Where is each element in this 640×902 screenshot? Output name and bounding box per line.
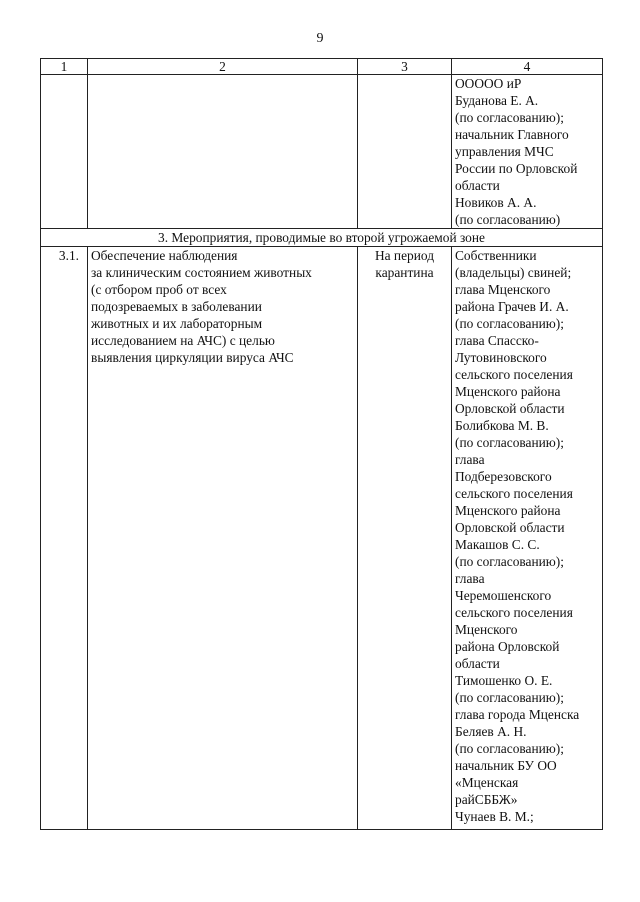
text-line: Черемошенского [455, 588, 552, 603]
text-line: Мценского [455, 622, 518, 637]
text-line: подозреваемых в заболевании [91, 299, 262, 314]
text-line: Подберезовского [455, 469, 552, 484]
text-line: Тимошенко О. Е. [455, 673, 553, 688]
text-line: Макашов С. С. [455, 537, 540, 552]
text-line: Собственники [455, 248, 537, 263]
text-line: райСББЖ» [455, 792, 518, 807]
text-line: (по согласованию) [455, 212, 561, 227]
continued-col-2 [88, 75, 358, 229]
text-line: (с отбором проб от всех [91, 282, 227, 297]
text-line: России по Орловской [455, 161, 578, 176]
text-line: глава Мценского [455, 282, 551, 297]
text-line: Мценского района [455, 384, 561, 399]
text-line: глава [455, 452, 485, 467]
text-line: «Мценская [455, 775, 519, 790]
text-line: сельского поселения [455, 605, 573, 620]
row-description [88, 247, 358, 830]
text-line: (по согласованию); [455, 741, 564, 756]
text-line: исследованием на АЧС) с целью [91, 333, 275, 348]
text-line: (по согласованию); [455, 316, 564, 331]
row-period [358, 247, 452, 830]
header-col-1: 1 [41, 59, 88, 75]
text-line: глава [455, 571, 485, 586]
text-line: области [455, 178, 500, 193]
text-line: области [455, 656, 500, 671]
text-line: (владельцы) свиней; [455, 265, 572, 280]
text-line: Обеспечение наблюдения [91, 248, 238, 263]
text-line: сельского поселения [455, 367, 573, 382]
text-line: На период [374, 248, 435, 263]
text-line: начальник Главного [455, 127, 569, 142]
text-line: Чунаев В. М.; [455, 809, 534, 824]
text-line: начальник БУ ОО [455, 758, 557, 773]
text-line: ООООО иР [455, 76, 522, 91]
text-line: Орловской области [455, 401, 565, 416]
text-line: Лутовиновского [455, 350, 547, 365]
section-title: 3. Мероприятия, проводимые во второй угрожаемой зоне [41, 229, 603, 247]
text-line: выявления циркуляции вируса АЧС [91, 350, 294, 365]
text-line: управления МЧС [455, 144, 554, 159]
page-number: 9 [316, 31, 324, 46]
text-line: (по согласованию); [455, 690, 564, 705]
text-line: Орловской области [455, 520, 565, 535]
header-col-4: 4 [452, 59, 603, 75]
section-row [41, 229, 603, 247]
row-responsible [452, 247, 603, 830]
row-number: 3.1. [41, 247, 88, 830]
text-line: животных и их лабораторным [91, 316, 263, 331]
text-line: (по согласованию); [455, 435, 564, 450]
text-line: за клиническим состоянием животных [91, 265, 312, 280]
text-line: Беляев А. Н. [455, 724, 527, 739]
measures-table [40, 58, 603, 830]
text-line: района Грачев И. А. [455, 299, 569, 314]
text-line: района Орловской [455, 639, 560, 654]
header-col-3: 3 [358, 59, 452, 75]
header-col-2: 2 [88, 59, 358, 75]
text-line: Буданова Е. А. [455, 93, 539, 108]
text-line: (по согласованию); [455, 554, 564, 569]
text-line: Болибкова М. В. [455, 418, 549, 433]
continued-col-1 [41, 75, 88, 229]
text-line: глава города Мценска [455, 707, 580, 722]
table-header-row [41, 59, 603, 75]
text-line: (по согласованию); [455, 110, 564, 125]
text-line: карантина [375, 265, 434, 280]
table-row-continued [41, 75, 603, 229]
text-line: глава Спасско- [455, 333, 539, 348]
text-line: Мценского района [455, 503, 561, 518]
continued-responsible [452, 75, 603, 229]
table-row-3-1 [41, 247, 603, 830]
text-line: сельского поселения [455, 486, 573, 501]
text-line: Новиков А. А. [455, 195, 537, 210]
continued-col-3 [358, 75, 452, 229]
